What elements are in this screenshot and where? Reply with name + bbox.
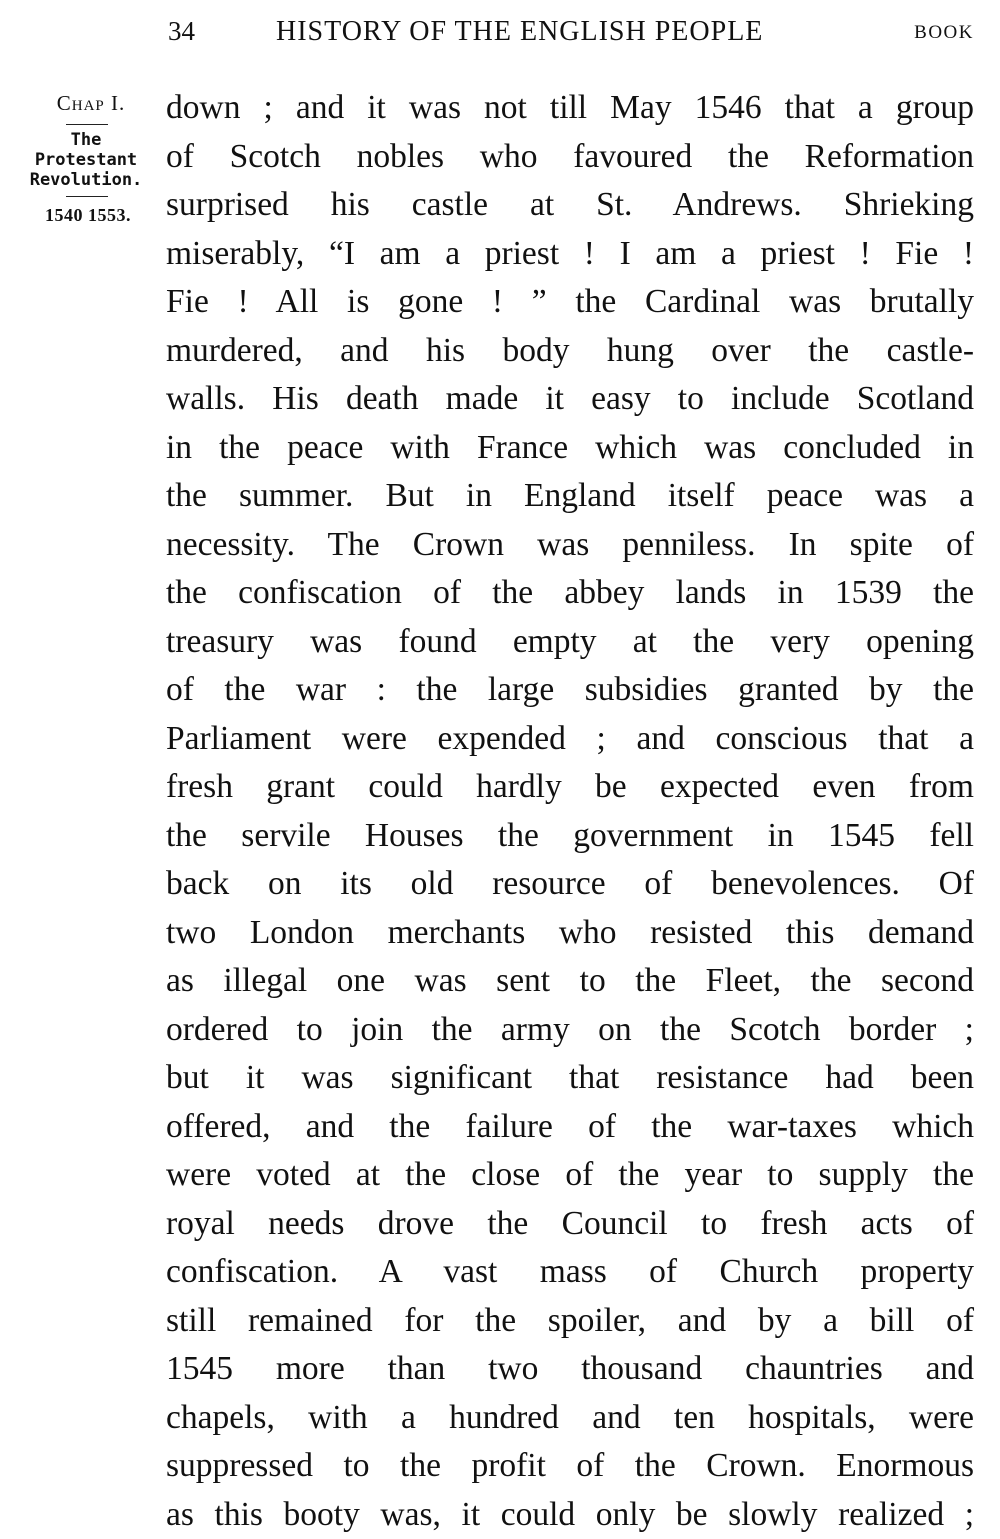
page-number: 34 — [168, 16, 195, 47]
body-text — [166, 84, 974, 1539]
text-line: of the war : the large subsidies granted by the — [166, 666, 974, 715]
text-line: necessity. The Crown was penniless. In spite of — [166, 521, 974, 570]
text-line: Parliament were expended ; and conscious that a — [166, 715, 974, 764]
text-line: Fie ! All is gone ! ” the Cardinal was brutally — [166, 278, 974, 327]
text-line: walls. His death made it easy to include Scotland — [166, 375, 974, 424]
text-line: chapels, with a hundred and ten hospitals, were — [166, 1394, 974, 1443]
chapter-label: Chap I. — [32, 88, 150, 118]
section-title-line-1: The — [22, 130, 150, 150]
text-line: miserably, “I am a priest ! I am a priest ! Fie ! — [166, 230, 974, 279]
book-label: BOOK — [914, 22, 974, 44]
text-line: back on its old resource of benevolences. Of — [166, 860, 974, 909]
margin-divider — [66, 124, 108, 125]
text-line: the servile Houses the government in 1545 fell — [166, 812, 974, 861]
margin-divider — [66, 196, 108, 197]
text-line: 1545 more than two thousand chauntries and — [166, 1345, 974, 1394]
text-line: as illegal one was sent to the Fleet, the second — [166, 957, 974, 1006]
date-range: 1540 1553. — [26, 202, 150, 228]
section-title-line-2: Protestant — [22, 150, 150, 170]
text-line: ordered to join the army on the Scotch border ; — [166, 1006, 974, 1055]
margin-notes — [0, 88, 150, 228]
text-line: but it was significant that resistance had been — [166, 1054, 974, 1103]
text-line: surprised his castle at St. Andrews. Shrieking — [166, 181, 974, 230]
text-line: as this booty was, it could only be slowly realized ; — [166, 1491, 974, 1539]
text-line: of Scotch nobles who favoured the Reformation — [166, 133, 974, 182]
text-line: down ; and it was not till May 1546 that a group — [166, 84, 974, 133]
section-title-line-3: Revolution. — [22, 170, 150, 190]
text-line: royal needs drove the Council to fresh acts of — [166, 1200, 974, 1249]
text-line: confiscation. A vast mass of Church property — [166, 1248, 974, 1297]
running-title: HISTORY OF THE ENGLISH PEOPLE — [276, 16, 763, 48]
text-line: treasury was found empty at the very opening — [166, 618, 974, 667]
text-line: in the peace with France which was concluded in — [166, 424, 974, 473]
text-line: were voted at the close of the year to supply the — [166, 1151, 974, 1200]
text-line: the summer. But in England itself peace was a — [166, 472, 974, 521]
running-head — [0, 8, 1000, 48]
text-line: murdered, and his body hung over the castle- — [166, 327, 974, 376]
text-line: fresh grant could hardly be expected even from — [166, 763, 974, 812]
text-line: two London merchants who resisted this demand — [166, 909, 974, 958]
text-line: offered, and the failure of the war-taxes which — [166, 1103, 974, 1152]
text-line: the confiscation of the abbey lands in 1539 the — [166, 569, 974, 618]
text-line: still remained for the spoiler, and by a bill of — [166, 1297, 974, 1346]
text-line: suppressed to the profit of the Crown. Enormous — [166, 1442, 974, 1491]
